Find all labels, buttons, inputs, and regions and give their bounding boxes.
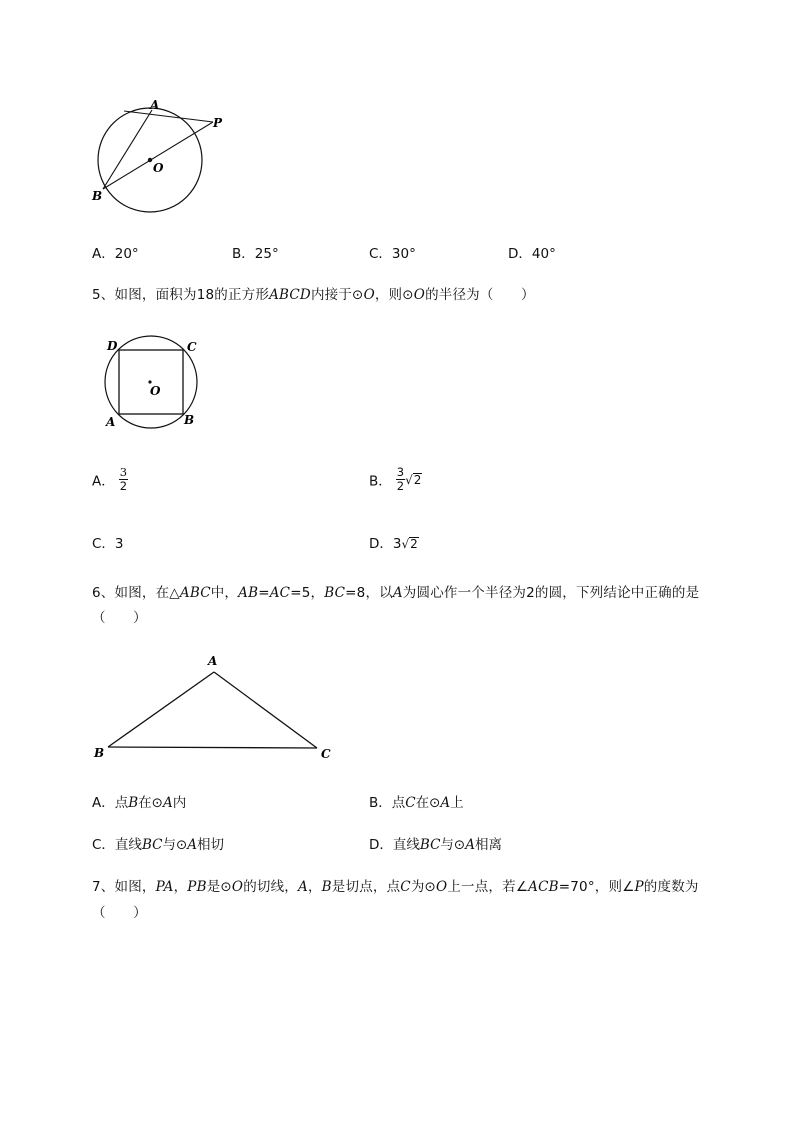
- q7-t9: =70°，则∠: [558, 879, 635, 895]
- q7-t3: 是⊙: [206, 879, 232, 895]
- q4-chord-AB: [103, 110, 152, 189]
- q6-c1: C．直线: [92, 837, 142, 853]
- q5-option-b-radicand: 2: [413, 472, 422, 487]
- q6-option-d[interactable]: [369, 833, 502, 853]
- q6-label-A: A: [208, 654, 218, 668]
- q5-option-d[interactable]: [369, 532, 419, 552]
- q7-t10: 的度数为: [643, 879, 699, 895]
- q7-t1: 7、如图，: [92, 879, 156, 895]
- q5-figure: [98, 330, 208, 435]
- q6-t2: 中，: [210, 585, 239, 601]
- q7-t6: 是切点，点: [331, 879, 401, 895]
- q6-b3: 上: [450, 795, 464, 811]
- q5-label-O: O: [150, 384, 161, 398]
- q5-label-A: A: [106, 415, 116, 429]
- q6-var-bc: BC: [324, 585, 346, 601]
- q7-t8: 上一点，若∠: [447, 879, 529, 895]
- q4-option-c[interactable]: C．30°: [369, 246, 416, 262]
- q5-option-a-label: A．: [92, 473, 115, 490]
- q7-var-b: B: [321, 879, 332, 895]
- q5-option-d-radicand: 2: [410, 537, 418, 551]
- q5-var-o2: O: [413, 287, 426, 303]
- q6-t6: 为圆心作一个半径为2的圆，下列结论中正确的是: [402, 585, 700, 601]
- q5-option-d-label: D．: [369, 536, 393, 552]
- q4-option-d[interactable]: D．40°: [508, 246, 556, 262]
- q5-var-o1: O: [363, 287, 375, 303]
- q6-c-var1: BC: [141, 837, 163, 853]
- q6-label-B: B: [94, 746, 105, 760]
- q5-label-C: C: [187, 340, 197, 354]
- q4-label-B: B: [92, 189, 103, 203]
- q7-stem: [92, 875, 699, 895]
- q6-b-var1: C: [405, 795, 416, 811]
- q5-stem-prefix: 5、如图，面积为18的正方形: [92, 287, 270, 303]
- q6-c-var2: A: [187, 837, 198, 853]
- q6-option-a[interactable]: [92, 791, 186, 811]
- q6-d1: D．直线: [369, 837, 420, 853]
- q6-var-ab: AB: [238, 585, 259, 601]
- q6-d2: 与⊙: [440, 837, 466, 853]
- q6-a3: 内: [172, 795, 187, 811]
- q7-t7: 为⊙: [410, 879, 437, 895]
- q5-option-b-fraction: [396, 466, 405, 493]
- q6-c3: 相切: [197, 837, 225, 853]
- q7-stem-line2: （ ）: [92, 905, 147, 921]
- q6-side-AC: [214, 672, 317, 748]
- q4-option-a[interactable]: A．20°: [92, 246, 139, 262]
- q6-figure: [88, 650, 338, 765]
- q5-stem: [92, 283, 535, 303]
- q4-figure: [80, 90, 250, 220]
- q7-var-a: A: [298, 879, 308, 895]
- q6-a2: 在⊙: [138, 795, 163, 811]
- q5-option-b-sqrt: √2: [405, 472, 422, 487]
- q5-stem-suffix: 的半径为（ ）: [425, 287, 535, 303]
- q6-stem: [92, 581, 699, 601]
- q6-stem-line2: （ ）: [92, 610, 147, 626]
- q5-stem-mid2: ，则⊙: [374, 287, 414, 303]
- q5-option-a-num: 3: [119, 465, 128, 479]
- q6-a1: A．点: [92, 795, 129, 811]
- q5-option-a[interactable]: [92, 466, 128, 493]
- q6-d3: 相离: [474, 837, 502, 853]
- q6-option-b[interactable]: [369, 791, 464, 811]
- q7-var-acb: ACB: [528, 879, 559, 895]
- q5-stem-mid: 内接于⊙: [310, 287, 364, 303]
- q5-option-a-den: 2: [119, 479, 128, 493]
- q6-t3: =: [258, 585, 270, 601]
- q7-var-c: C: [400, 879, 411, 895]
- q6-label-C: C: [321, 747, 331, 761]
- q5-label-B: B: [184, 413, 195, 427]
- q6-t5: =8，以: [345, 585, 393, 601]
- q6-b2: 在⊙: [415, 795, 441, 811]
- q5-option-d-sqrt: √2: [401, 537, 418, 551]
- q6-d-var2: A: [465, 837, 475, 853]
- q4-label-O: O: [153, 161, 164, 175]
- q5-option-b-label: B．: [369, 473, 392, 490]
- q6-var-a: A: [392, 585, 403, 601]
- q7-t2: ，: [173, 879, 188, 895]
- q5-label-D: D: [107, 339, 118, 353]
- q7-t5: ，: [307, 879, 322, 895]
- q6-t1: 6、如图，在△: [92, 585, 180, 601]
- q4-secant-PB: [103, 122, 213, 189]
- q4-tangent-line: [124, 111, 213, 122]
- q7-var-pa: PA: [155, 879, 174, 895]
- q5-option-d-coef: 3: [392, 536, 402, 552]
- q6-option-c[interactable]: [92, 833, 224, 853]
- q6-a-var2: A: [162, 795, 173, 811]
- q6-var-abc: ABC: [179, 585, 211, 601]
- q4-label-P: P: [213, 116, 223, 130]
- q7-var-pb: PB: [187, 879, 207, 895]
- q6-side-BC: [108, 747, 317, 748]
- q6-var-ac: AC: [269, 585, 291, 601]
- q5-option-c[interactable]: C．3: [92, 536, 124, 552]
- q4-option-b[interactable]: B．25°: [232, 246, 279, 262]
- q6-b1: B．点: [369, 795, 406, 811]
- q7-var-p: P: [634, 879, 644, 895]
- q7-t4: 的切线，: [243, 879, 299, 895]
- q5-option-b-num: 3: [396, 465, 405, 479]
- q4-center-dot: [148, 158, 152, 162]
- q7-var-o1: O: [231, 879, 244, 895]
- q6-d-var1: BC: [419, 837, 441, 853]
- q5-option-b-den: 2: [396, 479, 405, 493]
- q7-var-o2: O: [436, 879, 448, 895]
- q5-option-b[interactable]: [369, 466, 422, 493]
- q6-c2: 与⊙: [162, 837, 188, 853]
- q4-label-A: A: [150, 98, 160, 112]
- q6-side-AB: [108, 672, 214, 747]
- q6-t4: =5，: [290, 585, 325, 601]
- q5-option-a-fraction: [119, 466, 128, 493]
- q5-var-abcd: ABCD: [269, 287, 311, 303]
- q6-b-var2: A: [440, 795, 451, 811]
- q6-a-var1: B: [128, 795, 139, 811]
